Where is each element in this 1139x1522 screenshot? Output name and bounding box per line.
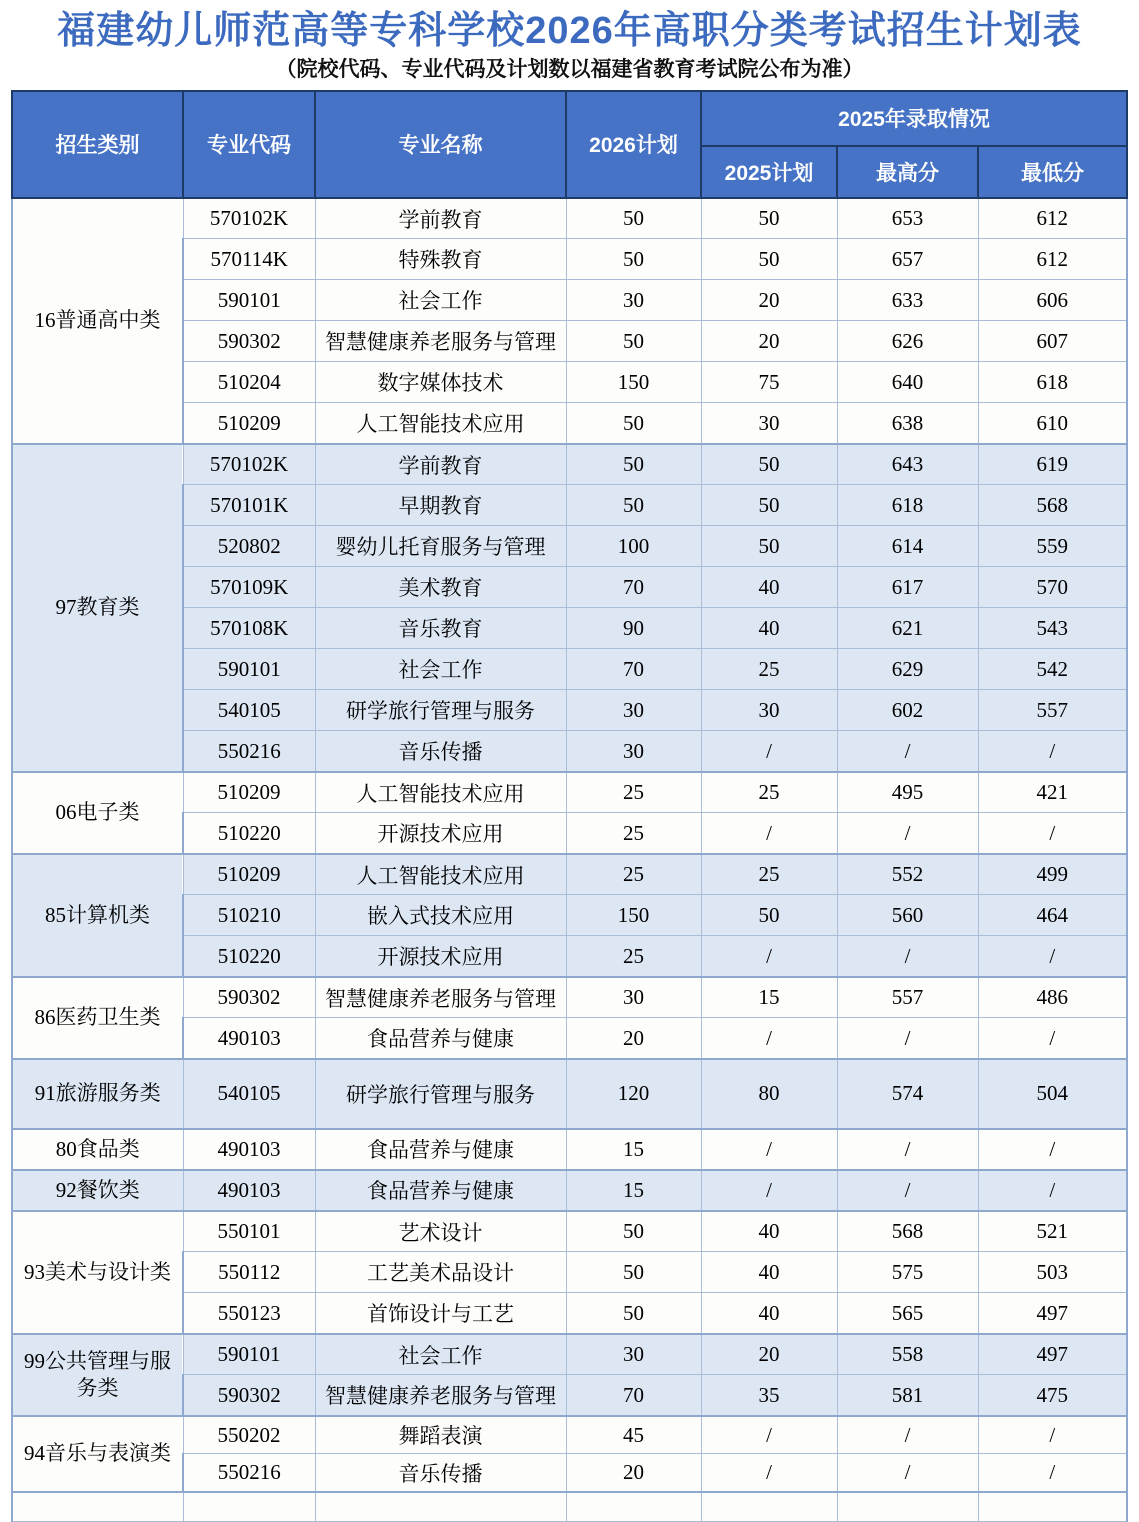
plan-2026-cell: 90	[566, 608, 701, 649]
min-score-cell: 570	[978, 567, 1127, 608]
major-code-cell: 550202	[183, 1416, 315, 1454]
max-score-cell: 638	[837, 403, 978, 444]
max-score-cell: /	[837, 813, 978, 854]
table-row	[12, 1170, 1127, 1211]
plan-2025-cell: 40	[701, 1252, 837, 1293]
major-code-cell: 510220	[183, 813, 315, 854]
header-major-code: 专业代码	[183, 91, 315, 198]
major-name-cell: 数字媒体技术	[315, 362, 566, 403]
category-cell: 93美术与设计类	[12, 1211, 183, 1334]
header-admission-2025: 2025年录取情况	[701, 91, 1127, 146]
major-code-cell: 570101K	[183, 485, 315, 526]
plan-2026-cell: 50	[566, 321, 701, 362]
min-score-cell: 559	[978, 526, 1127, 567]
plan-2025-cell: 40	[701, 1293, 837, 1334]
major-code-cell: 590101	[183, 649, 315, 690]
plan-2025-cell: 40	[701, 1211, 837, 1252]
major-name-cell: 嵌入式技术应用	[315, 895, 566, 936]
max-score-cell: 629	[837, 649, 978, 690]
plan-2026-cell: 30	[566, 731, 701, 772]
min-score-cell: 618	[978, 362, 1127, 403]
major-code-cell: 520802	[183, 526, 315, 567]
plan-2025-cell: 30	[701, 690, 837, 731]
table-row	[12, 1334, 1127, 1375]
max-score-cell: 557	[837, 977, 978, 1018]
major-code-cell: 550112	[183, 1252, 315, 1293]
plan-2025-cell: 25	[701, 854, 837, 895]
major-code-cell: 550123	[183, 1293, 315, 1334]
max-score-cell: 575	[837, 1252, 978, 1293]
plan-2026-cell: 150	[566, 362, 701, 403]
max-score-cell: 560	[837, 895, 978, 936]
major-code-cell: 570102K	[183, 198, 315, 239]
min-score-cell: 612	[978, 239, 1127, 280]
plan-2026-cell: 70	[566, 1375, 701, 1416]
plan-2026-cell: 50	[566, 1293, 701, 1334]
empty-cell	[566, 1492, 701, 1522]
plan-2025-cell: /	[701, 1018, 837, 1059]
max-score-cell: 617	[837, 567, 978, 608]
max-score-cell: 618	[837, 485, 978, 526]
major-name-cell: 舞蹈表演	[315, 1416, 566, 1454]
min-score-cell: 542	[978, 649, 1127, 690]
plan-2025-cell: 30	[701, 403, 837, 444]
max-score-cell: 657	[837, 239, 978, 280]
plan-2025-cell: /	[701, 1129, 837, 1170]
major-code-cell: 490103	[183, 1018, 315, 1059]
max-score-cell: 558	[837, 1334, 978, 1375]
plan-2026-cell: 150	[566, 895, 701, 936]
category-cell: 97教育类	[12, 444, 183, 772]
major-code-cell: 570108K	[183, 608, 315, 649]
plan-2025-cell: /	[701, 813, 837, 854]
max-score-cell: 568	[837, 1211, 978, 1252]
major-code-cell: 590302	[183, 321, 315, 362]
plan-2025-cell: 80	[701, 1059, 837, 1129]
major-name-cell: 开源技术应用	[315, 813, 566, 854]
plan-2025-cell: 25	[701, 772, 837, 813]
max-score-cell: 640	[837, 362, 978, 403]
table-row	[12, 444, 1127, 485]
plan-2026-cell: 50	[566, 403, 701, 444]
min-score-cell: /	[978, 1454, 1127, 1492]
max-score-cell: 614	[837, 526, 978, 567]
min-score-cell: 504	[978, 1059, 1127, 1129]
min-score-cell: /	[978, 731, 1127, 772]
major-name-cell: 社会工作	[315, 280, 566, 321]
major-code-cell: 510220	[183, 936, 315, 977]
major-name-cell: 早期教育	[315, 485, 566, 526]
major-code-cell: 570102K	[183, 444, 315, 485]
major-name-cell: 首饰设计与工艺	[315, 1293, 566, 1334]
table-row	[12, 1211, 1127, 1252]
major-code-cell: 590302	[183, 977, 315, 1018]
plan-2026-cell: 70	[566, 649, 701, 690]
major-code-cell: 490103	[183, 1170, 315, 1211]
min-score-cell: 497	[978, 1334, 1127, 1375]
min-score-cell: 497	[978, 1293, 1127, 1334]
plan-2026-cell: 15	[566, 1170, 701, 1211]
plan-2026-cell: 15	[566, 1129, 701, 1170]
empty-cell	[315, 1492, 566, 1522]
plan-2026-cell: 70	[566, 567, 701, 608]
major-code-cell: 510209	[183, 854, 315, 895]
major-code-cell: 590101	[183, 1334, 315, 1375]
category-cell: 86医药卫生类	[12, 977, 183, 1059]
min-score-cell: /	[978, 1416, 1127, 1454]
category-cell: 99公共管理与服务类	[12, 1334, 183, 1416]
min-score-cell: 612	[978, 198, 1127, 239]
min-score-cell: 543	[978, 608, 1127, 649]
partial-next-row	[12, 1492, 1127, 1522]
min-score-cell: 619	[978, 444, 1127, 485]
max-score-cell: 643	[837, 444, 978, 485]
plan-2026-cell: 30	[566, 977, 701, 1018]
max-score-cell: /	[837, 1129, 978, 1170]
header-min-score: 最低分	[978, 146, 1127, 198]
major-name-cell: 学前教育	[315, 444, 566, 485]
max-score-cell: /	[837, 936, 978, 977]
major-name-cell: 音乐传播	[315, 731, 566, 772]
major-name-cell: 婴幼儿托育服务与管理	[315, 526, 566, 567]
empty-cell	[837, 1492, 978, 1522]
major-name-cell: 食品营养与健康	[315, 1170, 566, 1211]
plan-2026-cell: 50	[566, 1252, 701, 1293]
min-score-cell: 475	[978, 1375, 1127, 1416]
category-cell: 91旅游服务类	[12, 1059, 183, 1129]
plan-2025-cell: 40	[701, 567, 837, 608]
plan-2026-cell: 25	[566, 772, 701, 813]
min-score-cell: 421	[978, 772, 1127, 813]
plan-2026-cell: 30	[566, 280, 701, 321]
plan-2025-cell: 50	[701, 239, 837, 280]
category-cell: 06电子类	[12, 772, 183, 854]
min-score-cell: 610	[978, 403, 1127, 444]
empty-cell	[183, 1492, 315, 1522]
major-code-cell: 540105	[183, 1059, 315, 1129]
table-row	[12, 1059, 1127, 1129]
plan-2025-cell: 25	[701, 649, 837, 690]
table-row	[12, 1416, 1127, 1454]
major-code-cell: 590302	[183, 1375, 315, 1416]
plan-2026-cell: 50	[566, 485, 701, 526]
min-score-cell: /	[978, 813, 1127, 854]
min-score-cell: /	[978, 1129, 1127, 1170]
min-score-cell: /	[978, 936, 1127, 977]
major-name-cell: 学前教育	[315, 198, 566, 239]
major-code-cell: 510209	[183, 772, 315, 813]
max-score-cell: 633	[837, 280, 978, 321]
plan-2025-cell: 50	[701, 485, 837, 526]
max-score-cell: 574	[837, 1059, 978, 1129]
major-code-cell: 570109K	[183, 567, 315, 608]
plan-2025-cell: /	[701, 731, 837, 772]
plan-2025-cell: /	[701, 1170, 837, 1211]
page-subtitle: （院校代码、专业代码及计划数以福建省教育考试院公布为准）	[275, 56, 864, 81]
min-score-cell: /	[978, 1018, 1127, 1059]
empty-cell	[978, 1492, 1127, 1522]
page	[0, 10, 1139, 1522]
header-max-score: 最高分	[837, 146, 978, 198]
table-row	[12, 1129, 1127, 1170]
major-code-cell: 590101	[183, 280, 315, 321]
major-name-cell: 食品营养与健康	[315, 1018, 566, 1059]
major-name-cell: 人工智能技术应用	[315, 403, 566, 444]
major-name-cell: 社会工作	[315, 649, 566, 690]
major-code-cell: 550101	[183, 1211, 315, 1252]
plan-2026-cell: 25	[566, 854, 701, 895]
major-name-cell: 音乐传播	[315, 1454, 566, 1492]
major-code-cell: 490103	[183, 1129, 315, 1170]
plan-2025-cell: 50	[701, 526, 837, 567]
major-name-cell: 特殊教育	[315, 239, 566, 280]
max-score-cell: 581	[837, 1375, 978, 1416]
major-name-cell: 工艺美术品设计	[315, 1252, 566, 1293]
table-row	[12, 854, 1127, 895]
max-score-cell: 565	[837, 1293, 978, 1334]
major-name-cell: 艺术设计	[315, 1211, 566, 1252]
plan-2025-cell: 20	[701, 1334, 837, 1375]
major-code-cell: 510209	[183, 403, 315, 444]
plan-2025-cell: 40	[701, 608, 837, 649]
category-cell: 16普通高中类	[12, 198, 183, 444]
header-plan-2025: 2025计划	[701, 146, 837, 198]
min-score-cell: 557	[978, 690, 1127, 731]
min-score-cell: 607	[978, 321, 1127, 362]
table-body	[12, 198, 1127, 1522]
major-code-cell: 550216	[183, 1454, 315, 1492]
empty-cell	[701, 1492, 837, 1522]
plan-2026-cell: 100	[566, 526, 701, 567]
min-score-cell: 503	[978, 1252, 1127, 1293]
plan-2026-cell: 120	[566, 1059, 701, 1129]
plan-2026-cell: 20	[566, 1454, 701, 1492]
plan-2026-cell: 50	[566, 1211, 701, 1252]
major-name-cell: 智慧健康养老服务与管理	[315, 1375, 566, 1416]
max-score-cell: 495	[837, 772, 978, 813]
plan-2026-cell: 50	[566, 198, 701, 239]
major-name-cell: 智慧健康养老服务与管理	[315, 321, 566, 362]
plan-2026-cell: 25	[566, 813, 701, 854]
major-name-cell: 开源技术应用	[315, 936, 566, 977]
major-code-cell: 550216	[183, 731, 315, 772]
plan-2025-cell: 50	[701, 895, 837, 936]
max-score-cell: /	[837, 731, 978, 772]
major-code-cell: 570114K	[183, 239, 315, 280]
plan-2026-cell: 50	[566, 239, 701, 280]
category-cell: 80食品类	[12, 1129, 183, 1170]
major-name-cell: 人工智能技术应用	[315, 854, 566, 895]
min-score-cell: 499	[978, 854, 1127, 895]
plan-2026-cell: 30	[566, 690, 701, 731]
plan-2026-cell: 25	[566, 936, 701, 977]
table-row	[12, 772, 1127, 813]
major-name-cell: 美术教育	[315, 567, 566, 608]
max-score-cell: 552	[837, 854, 978, 895]
major-name-cell: 社会工作	[315, 1334, 566, 1375]
major-name-cell: 音乐教育	[315, 608, 566, 649]
min-score-cell: 486	[978, 977, 1127, 1018]
plan-2025-cell: 15	[701, 977, 837, 1018]
max-score-cell: 626	[837, 321, 978, 362]
plan-2025-cell: /	[701, 936, 837, 977]
header-row-1	[12, 91, 1127, 146]
plan-2026-cell: 20	[566, 1018, 701, 1059]
max-score-cell: /	[837, 1454, 978, 1492]
max-score-cell: 621	[837, 608, 978, 649]
max-score-cell: /	[837, 1018, 978, 1059]
category-cell: 85计算机类	[12, 854, 183, 977]
table-row	[12, 198, 1127, 239]
max-score-cell: 653	[837, 198, 978, 239]
max-score-cell: /	[837, 1416, 978, 1454]
plan-2025-cell: 35	[701, 1375, 837, 1416]
major-name-cell: 人工智能技术应用	[315, 772, 566, 813]
admission-plan-table	[11, 90, 1128, 1522]
category-cell: 94音乐与表演类	[12, 1416, 183, 1492]
plan-2025-cell: 50	[701, 198, 837, 239]
plan-2025-cell: /	[701, 1454, 837, 1492]
table-header	[12, 91, 1127, 198]
table-row	[12, 977, 1127, 1018]
max-score-cell: 602	[837, 690, 978, 731]
major-code-cell: 510210	[183, 895, 315, 936]
min-score-cell: 521	[978, 1211, 1127, 1252]
plan-2026-cell: 30	[566, 1334, 701, 1375]
plan-2026-cell: 50	[566, 444, 701, 485]
header-plan-2026: 2026计划	[566, 91, 701, 198]
min-score-cell: /	[978, 1170, 1127, 1211]
major-name-cell: 食品营养与健康	[315, 1129, 566, 1170]
major-name-cell: 研学旅行管理与服务	[315, 1059, 566, 1129]
header-major-name: 专业名称	[315, 91, 566, 198]
major-name-cell: 智慧健康养老服务与管理	[315, 977, 566, 1018]
min-score-cell: 464	[978, 895, 1127, 936]
header-category: 招生类别	[12, 91, 183, 198]
plan-2025-cell: 20	[701, 280, 837, 321]
plan-2025-cell: 50	[701, 444, 837, 485]
major-name-cell: 研学旅行管理与服务	[315, 690, 566, 731]
major-code-cell: 510204	[183, 362, 315, 403]
min-score-cell: 568	[978, 485, 1127, 526]
category-cell: 92餐饮类	[12, 1170, 183, 1211]
plan-2026-cell: 45	[566, 1416, 701, 1454]
max-score-cell: /	[837, 1170, 978, 1211]
min-score-cell: 606	[978, 280, 1127, 321]
empty-cell	[12, 1492, 183, 1522]
major-code-cell: 540105	[183, 690, 315, 731]
plan-2025-cell: 20	[701, 321, 837, 362]
plan-2025-cell: /	[701, 1416, 837, 1454]
page-title: 福建幼儿师范高等专科学校2026年高职分类考试招生计划表	[57, 10, 1082, 52]
plan-2025-cell: 75	[701, 362, 837, 403]
